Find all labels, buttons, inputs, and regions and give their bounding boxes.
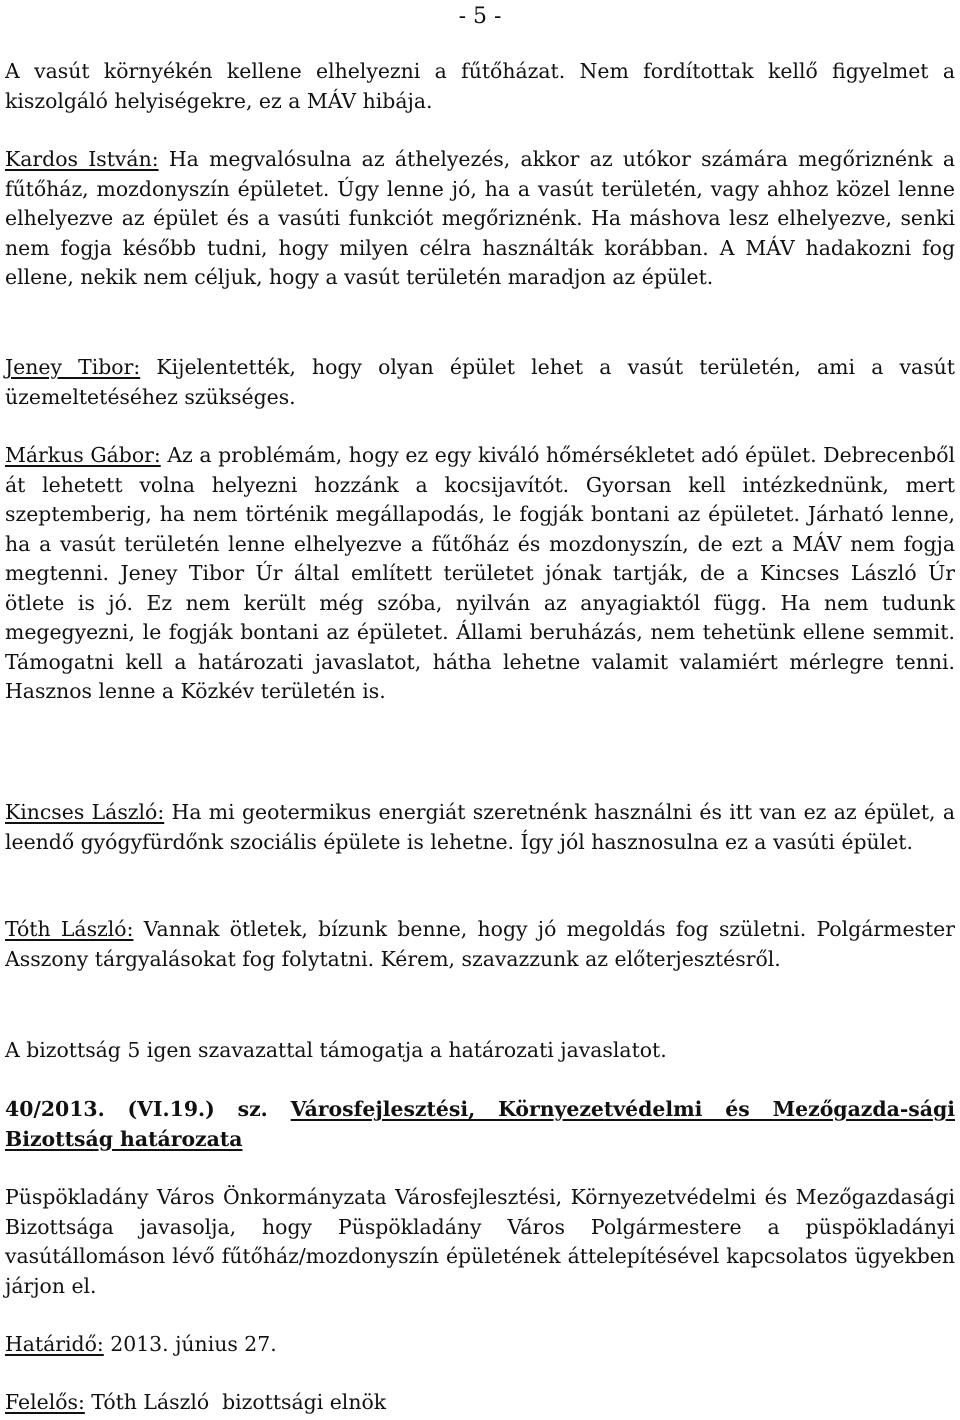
statement-kincses: Ha mi geotermikus energiát szeretnénk használni és itt van ez az épület, a leendő gyógyfürdőnk szociális épülete is lehetne. Így jól hasznosulna ez a vasúti épület. (5, 800, 955, 854)
responsible-label: Felelős: (5, 1390, 85, 1414)
speaker-jeney: Jeney Tibor: (5, 355, 141, 379)
speaker-kincses: Kincses László: (5, 800, 165, 824)
responsible-value: Tóth László bizottsági elnök (84, 1390, 387, 1414)
deadline-line (5, 1330, 955, 1360)
speaker-toth: Tóth László: (5, 917, 134, 941)
deadline-label: Határidő: (5, 1332, 104, 1356)
paragraph-kardos (5, 145, 955, 293)
vote-result: A bizottság 5 igen szavazattal támogatja a határozati javaslatot. (5, 1038, 667, 1062)
resolution-number: 40/2013. (VI.19.) sz. (5, 1097, 268, 1121)
statement-markus: Az a problémám, hogy ez egy kiváló hőmérsékletet adó épület. Debrecenből át lehetett volna helyezni hozzánk a kocsijavítót. Gyorsan kell intézkednünk, mert szeptemberig, ha nem történik megállapodás, le fogják bontani az épületet. Járható lenne, ha a vasút területén lenne elhelyezve a fűtőház és mozdonyszín, de ezt a MÁV nem fogja megtenni. Jeney Tibor Úr által említett területet jónak tartják, de a Kincses László Úr ötlete is jó. Ez nem került még szóba, nyilván az anyagiaktól függ. Ha nem tudunk megegyezni, le fogják bontani az épületet. Állami beruházás, nem tehetünk ellene semmit. Támogatni kell a határozati javaslatot, hátha lehetne valamit valamiért mérlegre tenni. Hasznos lenne a Közkév területén is. (5, 443, 955, 703)
speaker-kardos: Kardos István: (5, 147, 159, 171)
paragraph-jeney (5, 353, 955, 412)
responsible-line (5, 1388, 955, 1418)
page-number: - 5 - (458, 4, 502, 29)
resolution-text: Püspökladány Város Önkormányzata Városfejlesztési, Környezetvédelmi és Mezőgazdasági Bizottsága javasolja, hogy Püspökladány Város Polgármestere a püspökladányi vasútállomáson lévő fűtőház/mozdonyszín épületének áttelepítésével kapcsolatos ügyekben járjon el. (5, 1185, 955, 1298)
statement-toth: Vannak ötletek, bízunk benne, hogy jó megoldás fog születni. Polgármester Asszony tárgyalásokat fog folytatni. Kérem, szavazzunk az előterjesztésről. (5, 917, 955, 971)
paragraph-intro: A vasút környékén kellene elhelyezni a fűtőházat. Nem fordítottak kellő figyelmet a kiszolgáló helyiségekre, ez a MÁV hibája. (5, 59, 955, 113)
paragraph-toth (5, 915, 955, 974)
deadline-value: 2013. június 27. (103, 1332, 277, 1356)
statement-jeney: Kijelentették, hogy olyan épület lehet a vasút területén, ami a vasút üzemeltetéséhez szükséges. (5, 355, 955, 409)
speaker-markus: Márkus Gábor: (5, 443, 161, 467)
resolution-title: Városfejlesztési, Környezetvédelmi és Mezőgazda-sági Bizottság határozata (5, 1097, 955, 1151)
paragraph-kincses (5, 798, 955, 857)
statement-kardos: Ha megvalósulna az áthelyezés, akkor az utókor számára megőriznénk a fűtőház, mozdonyszín épületet. Úgy lenne jó, ha a vasút területén, vagy ahhoz közel lenne elhelyezve az épület és a vasúti funkciót megőriznénk. Ha máshova lesz elhelyezve, senki nem fogja később tudni, hogy milyen célra használták korábban. A MÁV hadakozni fog ellene, nekik nem céljuk, hogy a vasút területén maradjon az épület. (5, 147, 955, 289)
resolution-heading (5, 1095, 955, 1154)
paragraph-markus (5, 441, 955, 707)
